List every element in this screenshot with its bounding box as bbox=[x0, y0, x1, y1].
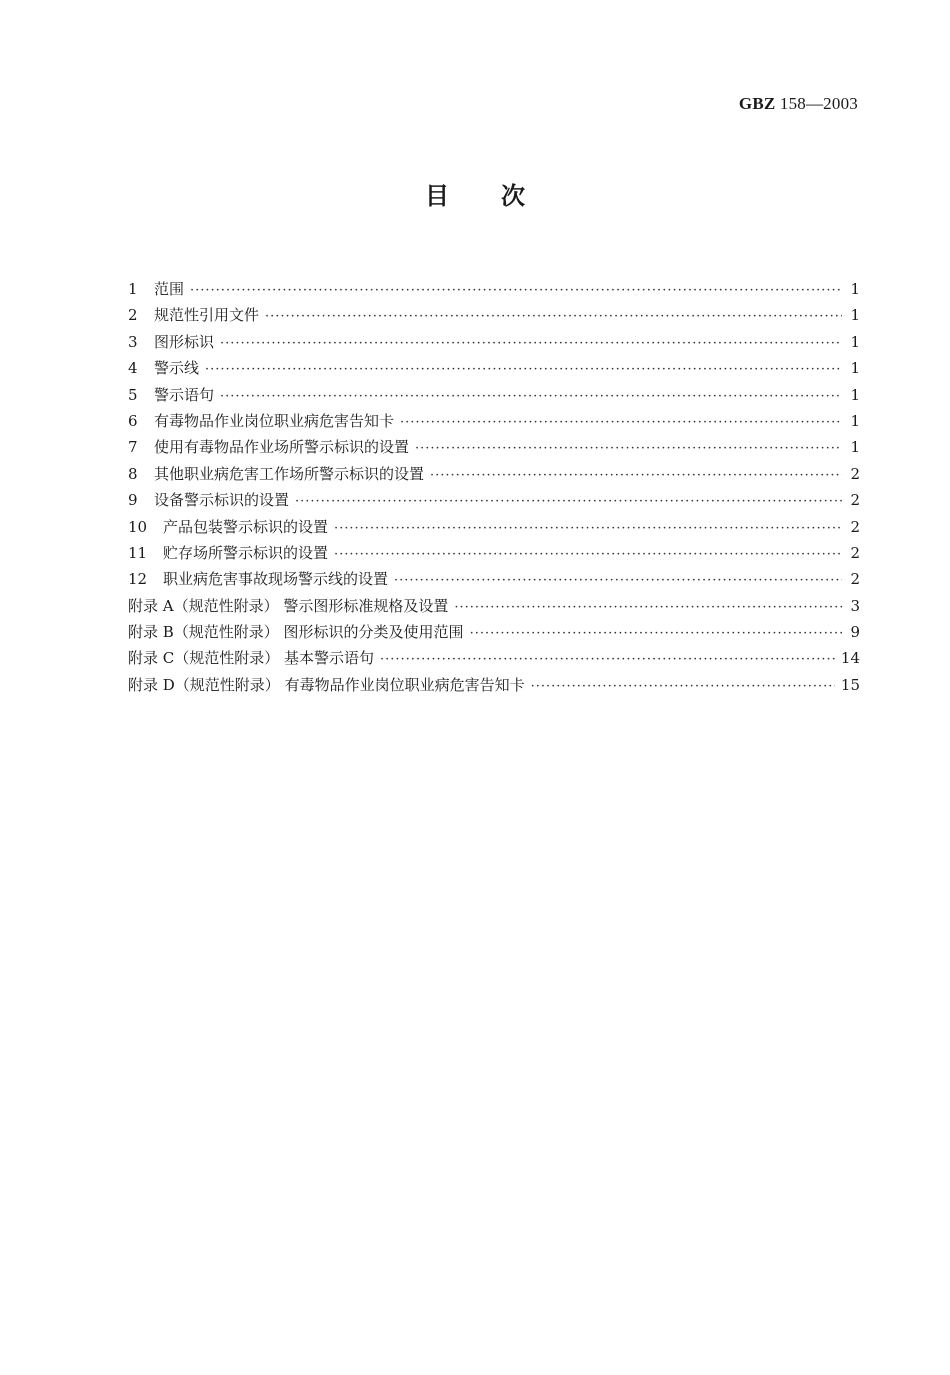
toc-entry-number: 7 bbox=[128, 438, 138, 457]
toc-entry-page: 2 bbox=[850, 543, 860, 562]
toc-entry-number: 10 bbox=[128, 517, 148, 536]
toc-entry-8[interactable] bbox=[128, 461, 860, 487]
toc-entry-label: 有毒物品作业岗位职业病危害告知卡 bbox=[154, 411, 395, 430]
toc-entry-label: 使用有毒物品作业场所警示标识的设置 bbox=[154, 438, 410, 457]
toc-entry-page: 1 bbox=[850, 280, 860, 298]
toc-leader-dots bbox=[205, 357, 842, 383]
toc-entry-appendix-a[interactable] bbox=[128, 593, 860, 619]
toc-entry-number: 12 bbox=[128, 570, 148, 589]
toc-entry-number: 2 bbox=[128, 306, 138, 325]
toc-entry-10[interactable] bbox=[128, 514, 860, 540]
toc-entry-appendix-b[interactable] bbox=[128, 619, 860, 645]
toc-entry-page: 2 bbox=[850, 517, 860, 536]
toc-entry-7[interactable] bbox=[128, 434, 860, 460]
toc-leader-dots bbox=[190, 278, 842, 304]
toc-leader-dots bbox=[400, 410, 842, 436]
toc-entry-label: 职业病危害事故现场警示线的设置 bbox=[163, 570, 389, 589]
toc-entry-label: 警示语句 bbox=[154, 385, 215, 404]
toc-entry-number: 9 bbox=[128, 491, 138, 510]
toc-entry-page: 2 bbox=[850, 570, 860, 589]
toc-entry-number: 4 bbox=[128, 359, 138, 378]
standard-prefix: GBZ bbox=[738, 94, 776, 113]
toc-entry-number: 1 bbox=[128, 280, 138, 298]
toc-leader-dots bbox=[334, 516, 842, 542]
toc-entry-label: 附录 A（规范性附录） 警示图形标准规格及设置 bbox=[128, 596, 449, 615]
toc-entry-page: 1 bbox=[850, 438, 860, 457]
toc-leader-dots bbox=[430, 463, 842, 489]
toc-leader-dots bbox=[380, 647, 835, 673]
toc-leader-dots bbox=[531, 674, 835, 700]
toc-entry-label: 范围 bbox=[154, 280, 185, 298]
toc-entry-page: 2 bbox=[850, 464, 860, 483]
toc-entry-page: 3 bbox=[850, 596, 860, 615]
toc-entry-page: 1 bbox=[850, 385, 860, 404]
toc-entry-page: 1 bbox=[850, 359, 860, 378]
page-title: 目次 bbox=[425, 182, 577, 210]
toc-entry-label: 规范性引用文件 bbox=[154, 306, 260, 325]
toc-leader-dots bbox=[220, 384, 842, 410]
toc-entry-9[interactable] bbox=[128, 487, 860, 513]
toc-entry-6[interactable] bbox=[128, 408, 860, 434]
toc-entry-page: 14 bbox=[840, 649, 860, 668]
toc-entry-label: 设备警示标识的设置 bbox=[154, 491, 290, 510]
toc-entry-number: 8 bbox=[128, 464, 138, 483]
toc-entry-page: 9 bbox=[850, 623, 860, 642]
toc-entry-label: 附录 D（规范性附录） 有毒物品作业岗位职业病危害告知卡 bbox=[128, 675, 525, 694]
toc-entry-5[interactable] bbox=[128, 382, 860, 408]
toc-entry-label: 产品包装警示标识的设置 bbox=[163, 517, 329, 536]
toc-leader-dots bbox=[454, 595, 842, 621]
toc-entry-label: 附录 C（规范性附录） 基本警示语句 bbox=[128, 649, 375, 668]
standard-number: 158—2003 bbox=[775, 94, 858, 113]
standard-code bbox=[739, 94, 858, 114]
toc-leader-dots bbox=[415, 436, 842, 462]
toc-entry-page: 2 bbox=[850, 491, 860, 510]
toc-entry-label: 其他职业病危害工作场所警示标识的设置 bbox=[154, 464, 425, 483]
toc-entry-number: 5 bbox=[128, 385, 138, 404]
toc-entry-4[interactable] bbox=[128, 355, 860, 381]
toc-leader-dots bbox=[334, 542, 842, 568]
toc-entry-3[interactable] bbox=[128, 329, 860, 355]
toc-entry-page: 15 bbox=[840, 675, 860, 694]
toc-entry-appendix-c[interactable] bbox=[128, 645, 860, 671]
toc-entry-2[interactable] bbox=[128, 302, 860, 328]
toc-entry-page: 1 bbox=[850, 411, 860, 430]
toc-entry-12[interactable] bbox=[128, 566, 860, 592]
toc-leader-dots bbox=[265, 304, 842, 330]
toc-leader-dots bbox=[394, 568, 842, 594]
toc-leader-dots bbox=[295, 489, 842, 515]
toc-entry-11[interactable] bbox=[128, 540, 860, 566]
toc-leader-dots bbox=[220, 331, 842, 357]
toc-entry-number: 11 bbox=[128, 543, 148, 562]
toc-entry-label: 图形标识 bbox=[154, 332, 215, 351]
toc-entry-page: 1 bbox=[850, 332, 860, 351]
toc-entry-1[interactable] bbox=[128, 276, 860, 302]
toc-entry-appendix-d[interactable] bbox=[128, 672, 860, 698]
toc-entry-label: 附录 B（规范性附录） 图形标识的分类及使用范围 bbox=[128, 623, 464, 642]
toc-entry-number: 6 bbox=[128, 411, 138, 430]
toc-entry-label: 贮存场所警示标识的设置 bbox=[163, 543, 329, 562]
toc-entry-page: 1 bbox=[850, 306, 860, 325]
toc-entry-number: 3 bbox=[128, 332, 138, 351]
toc-entry-label: 警示线 bbox=[154, 359, 200, 378]
toc-leader-dots bbox=[470, 621, 842, 647]
table-of-contents bbox=[128, 276, 860, 698]
